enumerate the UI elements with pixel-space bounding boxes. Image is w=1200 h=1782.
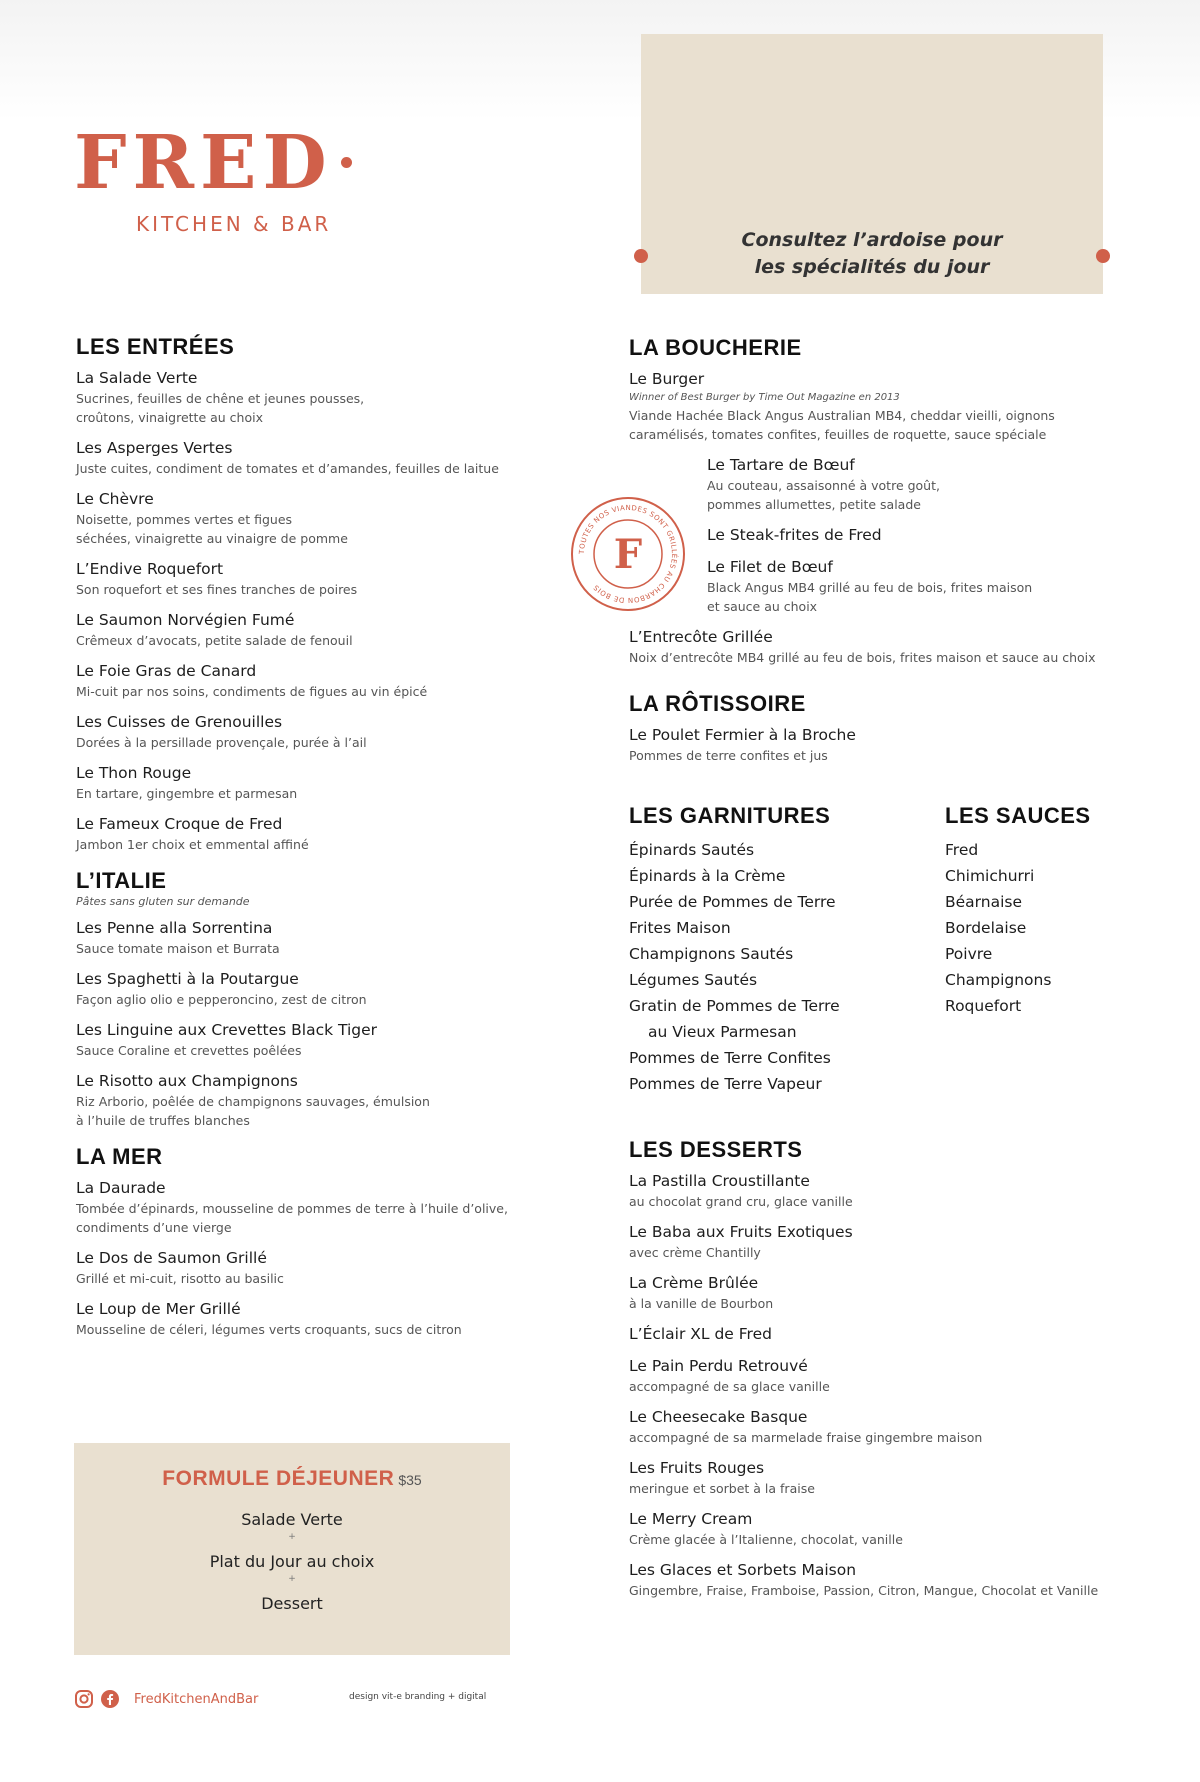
facebook-icon[interactable] bbox=[100, 1689, 120, 1709]
menu-item bbox=[76, 559, 576, 599]
left-column bbox=[76, 334, 576, 1350]
section-note: Pâtes sans gluten sur demande bbox=[76, 895, 250, 908]
item-description: accompagné de sa glace vanille bbox=[629, 1379, 830, 1394]
item-description: Grillé et mi-cuit, risotto au basilic bbox=[76, 1271, 284, 1286]
section-entrees bbox=[76, 334, 576, 854]
boucherie-indented-list bbox=[707, 455, 1149, 616]
item-description: accompagné de sa marmelade fraise gingembre maison bbox=[629, 1430, 983, 1445]
menu-item bbox=[629, 1171, 1149, 1211]
garnitures-list bbox=[629, 837, 840, 1097]
list-item: Bordelaise bbox=[945, 919, 1027, 937]
menu-item bbox=[76, 1071, 576, 1130]
formule-items bbox=[74, 1509, 510, 1615]
list-item: Pommes de Terre Confites bbox=[629, 1049, 831, 1067]
list-item: Roquefort bbox=[945, 997, 1022, 1015]
list-item: Légumes Sautés bbox=[629, 971, 758, 989]
item-name: Les Fruits Rouges bbox=[629, 1459, 765, 1477]
item-name: Les Cuisses de Grenouilles bbox=[76, 713, 283, 731]
menu-item bbox=[629, 1560, 1149, 1600]
list-item: Épinards à la Crème bbox=[629, 867, 786, 885]
menu-item bbox=[76, 918, 576, 958]
desserts-list bbox=[629, 1171, 1149, 1600]
item-name: Les Penne alla Sorrentina bbox=[76, 919, 273, 937]
menu-item bbox=[76, 368, 576, 427]
item-name: Le Dos de Saumon Grillé bbox=[76, 1249, 267, 1267]
item-name: L’Éclair XL de Fred bbox=[629, 1325, 772, 1343]
list-item: Fred bbox=[945, 841, 979, 859]
item-description: Crêmeux d’avocats, petite salade de fenouil bbox=[76, 633, 353, 648]
menu-item bbox=[76, 969, 576, 1009]
item-name: Le Cheesecake Basque bbox=[629, 1408, 808, 1426]
item-name: Le Filet de Bœuf bbox=[707, 558, 833, 576]
item-description: Riz Arborio, poêlée de champignons sauvages, émulsion bbox=[76, 1094, 430, 1109]
formule-price: $35 bbox=[398, 1472, 422, 1488]
item-description: à la vanille de Bourbon bbox=[629, 1296, 774, 1311]
list-item: Béarnaise bbox=[945, 893, 1023, 911]
section-rotissoire bbox=[629, 691, 1149, 765]
item-name: Le Foie Gras de Canard bbox=[76, 662, 257, 680]
item-description: Noisette, pommes vertes et figues bbox=[76, 512, 293, 527]
section-title: L’ITALIE bbox=[76, 868, 167, 893]
menu-item bbox=[76, 610, 576, 650]
right-column bbox=[629, 335, 1149, 1611]
item-description: pommes allumettes, petite salade bbox=[707, 497, 921, 512]
formule-dejeuner-panel bbox=[74, 1443, 510, 1655]
item-description: croûtons, vinaigrette au choix bbox=[76, 410, 263, 425]
item-name: L’Entrecôte Grillée bbox=[629, 628, 773, 646]
item-description: Au couteau, assaisonné à votre goût, bbox=[707, 478, 940, 493]
item-description: et sauce au choix bbox=[707, 599, 818, 614]
item-description: Noix d’entrecôte MB4 grillé au feu de bois, frites maison et sauce au choix bbox=[629, 650, 1096, 665]
design-credit: design vit-e branding + digital bbox=[349, 1692, 487, 1702]
instagram-icon[interactable] bbox=[74, 1689, 94, 1709]
menu-item bbox=[629, 725, 1149, 765]
menu-item bbox=[707, 557, 1149, 616]
item-name: Les Asperges Vertes bbox=[76, 439, 233, 457]
item-description: Jambon 1er choix et emmental affiné bbox=[76, 837, 309, 852]
list-item: Gratin de Pommes de Terre bbox=[629, 997, 840, 1015]
item-name: Le Pain Perdu Retrouvé bbox=[629, 1357, 808, 1375]
menu-item bbox=[707, 455, 1149, 514]
menu-item bbox=[76, 712, 576, 752]
charcoal-stamp bbox=[568, 494, 688, 614]
item-description: Juste cuites, condiment de tomates et d’amandes, feuilles de laitue bbox=[76, 461, 499, 476]
item-description: Façon aglio olio e pepperoncino, zest de citron bbox=[76, 992, 367, 1007]
plus-icon: + bbox=[288, 1574, 296, 1584]
item-description: Mi-cuit par nos soins, condiments de figues au vin épicé bbox=[76, 684, 428, 699]
section-mer bbox=[76, 1144, 576, 1339]
section-title: LES GARNITURES bbox=[629, 803, 831, 828]
footer-social bbox=[74, 1687, 258, 1711]
stamp-letter: F bbox=[613, 531, 643, 578]
entrees-list bbox=[76, 368, 576, 854]
item-description: au chocolat grand cru, glace vanille bbox=[629, 1194, 853, 1209]
item-name: La Daurade bbox=[76, 1179, 166, 1197]
item-name: Le Burger bbox=[629, 370, 705, 388]
item-description: Crème glacée à l’Italienne, chocolat, vanille bbox=[629, 1532, 903, 1547]
item-description: séchées, vinaigrette au vinaigre de pomme bbox=[76, 531, 348, 546]
item-description: condiments d’une vierge bbox=[76, 1220, 232, 1235]
item-name: Le Merry Cream bbox=[629, 1510, 753, 1528]
section-title: LA BOUCHERIE bbox=[629, 335, 802, 360]
formule-title: FORMULE DÉJEUNER $35 bbox=[162, 1467, 422, 1490]
section-title: LES SAUCES bbox=[945, 803, 1091, 828]
section-sauces bbox=[945, 803, 1091, 1019]
item-description: Mousseline de céleri, légumes verts croquants, sucs de citron bbox=[76, 1322, 462, 1337]
item-name: Les Glaces et Sorbets Maison bbox=[629, 1561, 857, 1579]
section-garnitures bbox=[629, 803, 840, 1097]
list-item: Purée de Pommes de Terre bbox=[629, 893, 836, 911]
formule-item: Dessert bbox=[261, 1594, 323, 1613]
item-name: Le Chèvre bbox=[76, 490, 154, 508]
item-name: L’Endive Roquefort bbox=[76, 560, 224, 578]
item-description: Sauce tomate maison et Burrata bbox=[76, 941, 280, 956]
brand-dot-icon bbox=[341, 157, 352, 168]
garnitures-sauces-row bbox=[629, 803, 1149, 1103]
item-name: Le Tartare de Bœuf bbox=[707, 456, 855, 474]
plus-icon: + bbox=[288, 1532, 296, 1542]
menu-item bbox=[629, 1356, 1149, 1396]
list-item: Poivre bbox=[945, 945, 993, 963]
menu-item bbox=[76, 1248, 576, 1288]
item-description: En tartare, gingembre et parmesan bbox=[76, 786, 298, 801]
section-title: LA RÔTISSOIRE bbox=[629, 691, 806, 716]
item-name: Le Saumon Norvégien Fumé bbox=[76, 611, 295, 629]
section-italie bbox=[76, 868, 576, 1130]
item-name: Le Thon Rouge bbox=[76, 764, 192, 782]
menu-item bbox=[629, 1324, 1149, 1345]
list-item: Pommes de Terre Vapeur bbox=[629, 1075, 822, 1093]
formule-item: Salade Verte bbox=[241, 1510, 343, 1529]
menu-item bbox=[629, 627, 1149, 667]
mer-list bbox=[76, 1178, 576, 1339]
item-description: Dorées à la persillade provençale, purée à l’ail bbox=[76, 735, 367, 750]
section-title: LA MER bbox=[76, 1144, 163, 1169]
item-name: Le Fameux Croque de Fred bbox=[76, 815, 283, 833]
menu-item bbox=[76, 438, 576, 478]
section-desserts bbox=[629, 1137, 1149, 1600]
menu-item bbox=[76, 1178, 576, 1237]
ardoise-line-2: les spécialités du jour bbox=[754, 256, 990, 278]
list-item: Frites Maison bbox=[629, 919, 731, 937]
item-description: Sucrines, feuilles de chêne et jeunes pousses, bbox=[76, 391, 365, 406]
item-description: Pommes de terre confites et jus bbox=[629, 748, 828, 763]
menu-item bbox=[707, 525, 1149, 546]
menu-item bbox=[629, 1222, 1149, 1262]
item-name: Le Risotto aux Champignons bbox=[76, 1072, 298, 1090]
item-description: Gingembre, Fraise, Framboise, Passion, Citron, Mangue, Chocolat et Vanille bbox=[629, 1583, 1099, 1598]
item-name: Les Linguine aux Crevettes Black Tiger bbox=[76, 1021, 378, 1039]
section-boucherie bbox=[629, 335, 1149, 667]
item-name: Le Baba aux Fruits Exotiques bbox=[629, 1223, 853, 1241]
item-description: caramélisés, tomates confites, feuilles de roquette, sauce spéciale bbox=[629, 427, 1047, 442]
item-description: Viande Hachée Black Angus Australian MB4, cheddar vieilli, oignons bbox=[629, 408, 1055, 423]
item-description: Sauce Coraline et crevettes poêlées bbox=[76, 1043, 302, 1058]
ardoise-line-1: Consultez l’ardoise pour bbox=[741, 229, 1003, 251]
brand-tagline: KITCHEN & BAR bbox=[136, 212, 332, 236]
menu-item bbox=[76, 489, 576, 548]
menu-item bbox=[629, 369, 1149, 444]
menu-item bbox=[76, 814, 576, 854]
item-name: La Salade Verte bbox=[76, 369, 198, 387]
sauces-list bbox=[945, 837, 1091, 1019]
item-description: meringue et sorbet à la fraise bbox=[629, 1481, 815, 1496]
stamp-ring-text: TOUTES NOS VIANDES SONT GRILLÉES AU CHARBON DE BOIS bbox=[577, 503, 679, 605]
list-item: Chimichurri bbox=[945, 867, 1035, 885]
item-description: à l’huile de truffes blanches bbox=[76, 1113, 250, 1128]
social-handle[interactable]: FredKitchenAndBar bbox=[134, 1691, 259, 1707]
menu-item bbox=[629, 1509, 1149, 1549]
menu-item bbox=[76, 763, 576, 803]
item-name: Le Steak-frites de Fred bbox=[707, 526, 882, 544]
item-name: Le Loup de Mer Grillé bbox=[76, 1300, 241, 1318]
list-item: au Vieux Parmesan bbox=[648, 1023, 797, 1041]
list-item: Épinards Sautés bbox=[629, 841, 755, 859]
menu-item bbox=[76, 661, 576, 701]
formule-item: Plat du Jour au choix bbox=[209, 1552, 375, 1571]
item-name: Le Poulet Fermier à la Broche bbox=[629, 726, 856, 744]
item-award: Winner of Best Burger by Time Out Magazine en 2013 bbox=[629, 392, 900, 403]
menu-item bbox=[629, 1458, 1149, 1498]
list-item: Champignons Sautés bbox=[629, 945, 794, 963]
section-title: LES ENTRÉES bbox=[76, 334, 235, 359]
brand-logo bbox=[74, 120, 352, 236]
item-description: Black Angus MB4 grillé au feu de bois, frites maison bbox=[707, 580, 1033, 595]
list-item: Champignons bbox=[945, 971, 1052, 989]
menu-item bbox=[629, 1407, 1149, 1447]
menu-item bbox=[76, 1299, 576, 1339]
ardoise-text bbox=[641, 227, 1103, 281]
section-title: LES DESSERTS bbox=[629, 1137, 803, 1162]
item-name: La Pastilla Croustillante bbox=[629, 1172, 810, 1190]
item-description: Son roquefort et ses fines tranches de poires bbox=[76, 582, 358, 597]
menu-item bbox=[629, 1273, 1149, 1313]
ardoise-panel bbox=[641, 34, 1103, 294]
menu-item bbox=[76, 1020, 576, 1060]
item-description: Tombée d’épinards, mousseline de pommes de terre à l’huile d’olive, bbox=[76, 1201, 508, 1216]
brand-name: FRED bbox=[74, 126, 352, 200]
italie-list bbox=[76, 918, 576, 1130]
item-name: La Crème Brûlée bbox=[629, 1274, 759, 1292]
item-description: avec crème Chantilly bbox=[629, 1245, 761, 1260]
item-name: Les Spaghetti à la Poutargue bbox=[76, 970, 299, 988]
